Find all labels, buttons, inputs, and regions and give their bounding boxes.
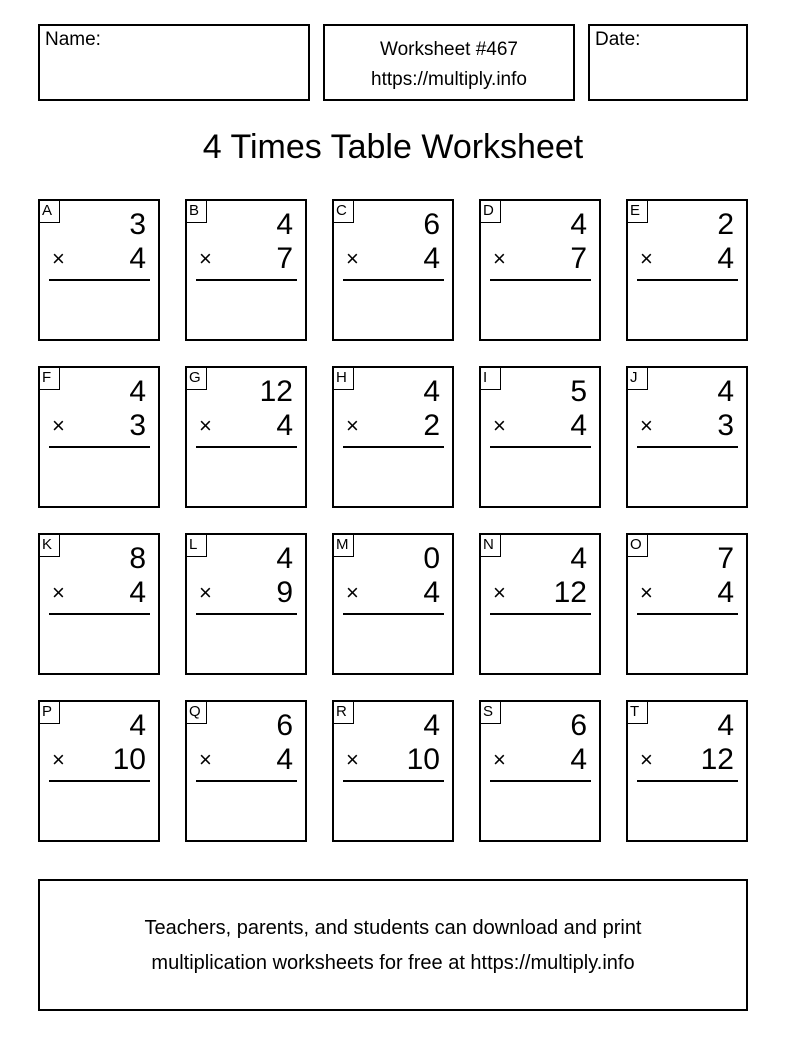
answer-line [343,613,444,615]
answer-line [196,446,297,448]
problem-box [479,700,601,842]
problem-box [185,533,307,675]
problem-bottom-number: 2 [423,409,440,442]
problem-bottom-number: 12 [553,576,587,609]
problem-bottom-number: 4 [570,409,587,442]
footer-box [38,879,748,1011]
problem-bottom-number: 4 [276,409,293,442]
problem-box [626,700,748,842]
times-symbol: × [52,413,65,438]
problem-top-number: 6 [570,709,587,742]
problem-box [332,700,454,842]
problem-box [626,199,748,341]
times-symbol: × [346,747,359,772]
problem-label: E [628,201,648,223]
problem-box [38,366,160,508]
problem-top-number: 4 [423,375,440,408]
problem-label: Q [187,702,207,724]
problem-top-number: 4 [129,709,146,742]
problem-bottom-number: 9 [276,576,293,609]
problem-top-number: 6 [423,208,440,241]
worksheet-info-box [323,24,575,101]
times-symbol: × [640,580,653,605]
times-symbol: × [52,246,65,271]
problem-bottom-number: 10 [406,743,440,776]
problem-bottom-number: 7 [570,242,587,275]
problem-bottom-number: 4 [717,242,734,275]
problem-label: B [187,201,207,223]
problem-label: P [40,702,60,724]
answer-line [196,279,297,281]
times-symbol: × [493,580,506,605]
problem-bottom-number: 4 [570,743,587,776]
times-symbol: × [199,747,212,772]
problem-box [185,366,307,508]
problem-label: M [334,535,354,557]
answer-line [490,613,591,615]
problem-label: O [628,535,648,557]
footer-line-1: Teachers, parents, and students can download and print [144,917,642,939]
problem-label: C [334,201,354,223]
problem-label: L [187,535,207,557]
problem-bottom-number: 4 [129,576,146,609]
times-symbol: × [493,413,506,438]
problem-box [38,700,160,842]
problem-bottom-number: 4 [129,242,146,275]
answer-line [49,446,150,448]
worksheet-number: Worksheet #467 [379,39,518,60]
times-symbol: × [346,246,359,271]
problem-box [332,199,454,341]
problem-box [626,366,748,508]
times-symbol: × [199,580,212,605]
answer-line [490,446,591,448]
answer-line [637,446,738,448]
answer-line [49,780,150,782]
problem-top-number: 4 [570,208,587,241]
problem-bottom-number: 4 [423,242,440,275]
problem-label: I [481,368,501,390]
problem-bottom-number: 12 [700,743,734,776]
problem-label: H [334,368,354,390]
problem-box [185,700,307,842]
answer-line [49,613,150,615]
answer-line [637,613,738,615]
problem-box [626,533,748,675]
times-symbol: × [199,413,212,438]
problem-box [332,533,454,675]
times-symbol: × [199,246,212,271]
problem-label: J [628,368,648,390]
problem-bottom-number: 3 [717,409,734,442]
times-symbol: × [640,747,653,772]
problem-label: N [481,535,501,557]
worksheet-url: https://multiply.info [371,69,527,90]
page-title: 4 Times Table Worksheet [202,128,584,166]
problem-top-number: 4 [717,375,734,408]
problem-box [479,366,601,508]
name-label: Name: [45,29,101,50]
problem-top-number: 3 [129,208,146,241]
answer-line [637,279,738,281]
problem-bottom-number: 4 [276,743,293,776]
problem-label: S [481,702,501,724]
problem-bottom-number: 7 [276,242,293,275]
answer-line [343,279,444,281]
problem-bottom-number: 4 [423,576,440,609]
date-label: Date: [595,29,641,50]
times-symbol: × [493,246,506,271]
problem-box [38,533,160,675]
answer-line [343,780,444,782]
problem-label: D [481,201,501,223]
problem-top-number: 5 [570,375,587,408]
name-field-box [38,24,310,101]
times-symbol: × [640,413,653,438]
problem-label: F [40,368,60,390]
times-symbol: × [52,747,65,772]
answer-line [490,279,591,281]
times-symbol: × [640,246,653,271]
problem-box [38,199,160,341]
problem-top-number: 4 [717,709,734,742]
problem-top-number: 7 [717,542,734,575]
problem-label: R [334,702,354,724]
problem-box [479,199,601,341]
problem-top-number: 6 [276,709,293,742]
problem-top-number: 4 [276,542,293,575]
answer-line [196,780,297,782]
problem-label: T [628,702,648,724]
footer-line-2: multiplication worksheets for free at https://multiply.info [151,952,635,974]
times-symbol: × [346,413,359,438]
answer-line [343,446,444,448]
problem-top-number: 2 [717,208,734,241]
problem-box [479,533,601,675]
problem-label: G [187,368,207,390]
problem-bottom-number: 4 [717,576,734,609]
answer-line [49,279,150,281]
problem-box [185,199,307,341]
problem-top-number: 4 [129,375,146,408]
problem-bottom-number: 10 [112,743,146,776]
problem-bottom-number: 3 [129,409,146,442]
answer-line [490,780,591,782]
times-symbol: × [346,580,359,605]
problem-box [332,366,454,508]
problem-top-number: 4 [423,709,440,742]
problem-top-number: 4 [276,208,293,241]
problem-top-number: 12 [259,375,293,408]
answer-line [196,613,297,615]
problem-label: K [40,535,60,557]
problem-top-number: 0 [423,542,440,575]
problem-top-number: 8 [129,542,146,575]
answer-line [637,780,738,782]
problem-top-number: 4 [570,542,587,575]
problem-label: A [40,201,60,223]
date-field-box [588,24,748,101]
times-symbol: × [52,580,65,605]
times-symbol: × [493,747,506,772]
